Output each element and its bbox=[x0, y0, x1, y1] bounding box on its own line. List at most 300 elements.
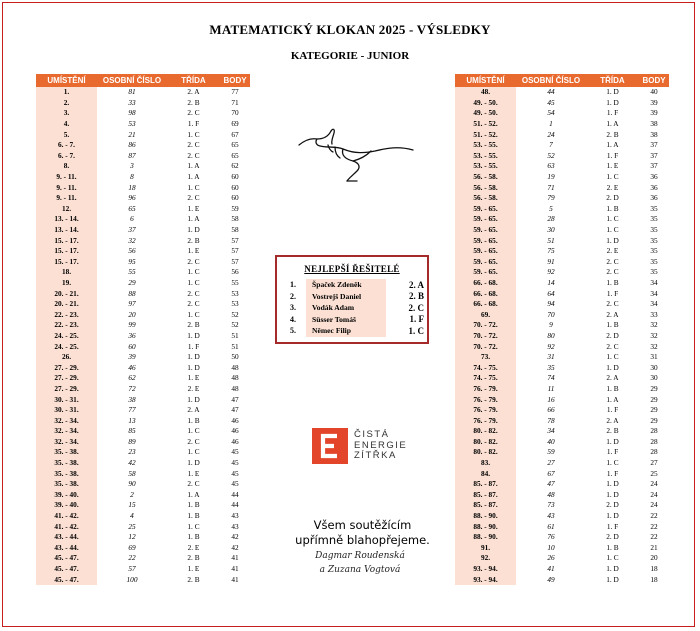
best-solver-class: 1. F bbox=[409, 314, 424, 325]
number-cell: 28 bbox=[547, 214, 555, 224]
table-row bbox=[36, 352, 250, 363]
number-cell: 9 bbox=[549, 320, 553, 330]
rank-cell: 56. - 58. bbox=[455, 172, 516, 183]
points-cell: 22 bbox=[650, 511, 658, 521]
class-cell: 1. E bbox=[187, 468, 200, 478]
points-cell: 45 bbox=[231, 447, 239, 457]
table-row bbox=[36, 204, 250, 215]
class-cell: 1. D bbox=[606, 235, 619, 245]
points-cell: 65 bbox=[231, 150, 239, 160]
number-cell: 71 bbox=[547, 182, 555, 192]
rank-cell: 30. - 31. bbox=[36, 405, 97, 416]
number-cell: 59 bbox=[547, 447, 555, 457]
table-row bbox=[36, 119, 250, 130]
class-cell: 2. A bbox=[606, 373, 619, 383]
number-cell: 23 bbox=[128, 447, 136, 457]
table-row bbox=[36, 479, 250, 490]
number-cell: 19 bbox=[547, 172, 555, 182]
points-cell: 22 bbox=[650, 532, 658, 542]
rank-cell: 49. - 50. bbox=[455, 108, 516, 119]
class-cell: 1. A bbox=[187, 214, 200, 224]
class-cell: 1. C bbox=[187, 447, 200, 457]
points-cell: 44 bbox=[231, 489, 239, 499]
rank-cell: 85. - 87. bbox=[455, 479, 516, 490]
table-row bbox=[455, 415, 669, 426]
points-cell: 18 bbox=[650, 574, 658, 584]
points-cell: 55 bbox=[231, 277, 239, 287]
number-cell: 3 bbox=[130, 161, 134, 171]
points-cell: 35 bbox=[650, 214, 658, 224]
points-cell: 39 bbox=[650, 108, 658, 118]
points-cell: 37 bbox=[650, 161, 658, 171]
number-cell: 40 bbox=[547, 436, 555, 446]
rank-cell: 49. - 50. bbox=[455, 98, 516, 109]
class-cell: 1. C bbox=[606, 553, 619, 563]
rank-cell: 32. - 34. bbox=[36, 415, 97, 426]
table-row bbox=[36, 331, 250, 342]
class-cell: 1. F bbox=[606, 447, 619, 457]
table-row bbox=[455, 98, 669, 109]
rank-cell: 12. bbox=[36, 204, 97, 215]
rank-cell: 9. - 11. bbox=[36, 182, 97, 193]
points-cell: 34 bbox=[650, 288, 658, 298]
rank-cell: 45. - 47. bbox=[36, 553, 97, 564]
table-row bbox=[455, 288, 669, 299]
best-solver-rank: 4. bbox=[290, 314, 296, 324]
points-cell: 32 bbox=[650, 341, 658, 351]
points-cell: 44 bbox=[231, 500, 239, 510]
table-row bbox=[455, 225, 669, 236]
table-row bbox=[455, 384, 669, 395]
class-cell: 1. C bbox=[187, 182, 200, 192]
number-cell: 94 bbox=[547, 299, 555, 309]
rank-cell: 76. - 79. bbox=[455, 415, 516, 426]
best-solver-class: 2. A bbox=[408, 279, 424, 290]
points-cell: 53 bbox=[231, 288, 239, 298]
thanks-line: Všem soutěžícím bbox=[313, 518, 412, 532]
class-cell: 2. C bbox=[606, 299, 619, 309]
points-cell: 36 bbox=[650, 182, 658, 192]
table-row bbox=[455, 257, 669, 268]
points-cell: 60 bbox=[231, 182, 239, 192]
rank-cell: 24. - 25. bbox=[36, 331, 97, 342]
col-header-class: TŘÍDA bbox=[586, 74, 639, 87]
rank-cell: 56. - 58. bbox=[455, 193, 516, 204]
points-cell: 32 bbox=[650, 330, 658, 340]
table-row bbox=[36, 246, 250, 257]
points-cell: 70 bbox=[231, 108, 239, 118]
number-cell: 29 bbox=[128, 277, 136, 287]
number-cell: 20 bbox=[128, 309, 136, 319]
class-cell: 1. C bbox=[187, 426, 200, 436]
number-cell: 52 bbox=[547, 150, 555, 160]
number-cell: 39 bbox=[128, 352, 136, 362]
class-cell: 1. B bbox=[606, 203, 619, 213]
logo-text bbox=[354, 430, 407, 462]
number-cell: 37 bbox=[128, 225, 136, 235]
number-cell: 56 bbox=[128, 246, 136, 256]
number-cell: 74 bbox=[547, 373, 555, 383]
points-cell: 39 bbox=[650, 97, 658, 107]
energy-logo-icon bbox=[312, 428, 348, 464]
number-cell: 33 bbox=[128, 97, 136, 107]
table-row bbox=[455, 246, 669, 257]
number-cell: 95 bbox=[128, 256, 136, 266]
table-row bbox=[455, 87, 669, 98]
rank-cell: 59. - 65. bbox=[455, 246, 516, 257]
points-cell: 27 bbox=[650, 458, 658, 468]
table-row bbox=[455, 341, 669, 352]
table-row bbox=[36, 140, 250, 151]
table-row bbox=[36, 490, 250, 501]
rank-cell: 88. - 90. bbox=[455, 521, 516, 532]
points-cell: 28 bbox=[650, 426, 658, 436]
class-cell: 2. D bbox=[606, 193, 619, 203]
table-row bbox=[36, 320, 250, 331]
table-row bbox=[455, 500, 669, 511]
table-row bbox=[455, 426, 669, 437]
number-cell: 98 bbox=[128, 108, 136, 118]
rank-cell: 41. - 42. bbox=[36, 511, 97, 522]
class-cell: 1. A bbox=[606, 394, 619, 404]
col-header-number: OSOBNÍ ČÍSLO bbox=[516, 74, 586, 87]
number-cell: 49 bbox=[547, 574, 555, 584]
rank-cell: 2. bbox=[36, 98, 97, 109]
best-solvers-box bbox=[275, 255, 429, 344]
table-row bbox=[36, 373, 250, 384]
number-cell: 14 bbox=[547, 277, 555, 287]
number-cell: 16 bbox=[547, 394, 555, 404]
points-cell: 30 bbox=[650, 373, 658, 383]
number-cell: 55 bbox=[128, 267, 136, 277]
points-cell: 47 bbox=[231, 405, 239, 415]
points-cell: 42 bbox=[231, 542, 239, 552]
table-row bbox=[455, 490, 669, 501]
number-cell: 38 bbox=[128, 394, 136, 404]
rank-cell: 85. - 87. bbox=[455, 500, 516, 511]
points-cell: 50 bbox=[231, 352, 239, 362]
rank-cell: 76. - 79. bbox=[455, 405, 516, 416]
points-cell: 45 bbox=[231, 458, 239, 468]
class-cell: 2. A bbox=[187, 87, 200, 97]
table-row bbox=[36, 458, 250, 469]
class-cell: 1. D bbox=[606, 511, 619, 521]
points-cell: 35 bbox=[650, 225, 658, 235]
rank-cell: 41. - 42. bbox=[36, 521, 97, 532]
rank-cell: 80. - 82. bbox=[455, 437, 516, 448]
number-cell: 43 bbox=[547, 511, 555, 521]
rank-cell: 45. - 47. bbox=[36, 564, 97, 575]
rank-cell: 6. - 7. bbox=[36, 151, 97, 162]
points-cell: 36 bbox=[650, 172, 658, 182]
class-cell: 1. C bbox=[187, 267, 200, 277]
rank-cell: 88. - 90. bbox=[455, 532, 516, 543]
table-row bbox=[455, 214, 669, 225]
points-cell: 69 bbox=[231, 119, 239, 129]
rank-cell: 53. - 55. bbox=[455, 161, 516, 172]
class-cell: 2. B bbox=[187, 320, 200, 330]
class-cell: 1. F bbox=[606, 150, 619, 160]
rank-cell: 39. - 40. bbox=[36, 490, 97, 501]
class-cell: 2. C bbox=[187, 108, 200, 118]
rank-cell: 15. - 17. bbox=[36, 235, 97, 246]
number-cell: 7 bbox=[549, 140, 553, 150]
rank-cell: 32. - 34. bbox=[36, 437, 97, 448]
rank-cell: 4. bbox=[36, 119, 97, 130]
points-cell: 29 bbox=[650, 394, 658, 404]
class-cell: 2. A bbox=[606, 309, 619, 319]
class-cell: 1. C bbox=[606, 172, 619, 182]
class-cell: 1. A bbox=[606, 119, 619, 129]
table-row bbox=[36, 225, 250, 236]
best-solver-class: 2. B bbox=[408, 291, 424, 302]
points-cell: 48 bbox=[231, 383, 239, 393]
col-header-rank: UMÍSTĚNÍ bbox=[36, 74, 97, 87]
class-cell: 1. D bbox=[187, 330, 200, 340]
table-row bbox=[455, 151, 669, 162]
number-cell: 81 bbox=[128, 87, 136, 97]
number-cell: 31 bbox=[547, 352, 555, 362]
table-row bbox=[36, 161, 250, 172]
table-row bbox=[36, 214, 250, 225]
number-cell: 72 bbox=[128, 383, 136, 393]
table-row bbox=[36, 341, 250, 352]
points-cell: 29 bbox=[650, 383, 658, 393]
points-cell: 71 bbox=[231, 97, 239, 107]
class-cell: 2. D bbox=[606, 500, 619, 510]
points-cell: 52 bbox=[231, 309, 239, 319]
points-cell: 32 bbox=[650, 320, 658, 330]
number-cell: 63 bbox=[547, 161, 555, 171]
class-cell: 1. F bbox=[606, 108, 619, 118]
points-cell: 51 bbox=[231, 330, 239, 340]
rank-cell: 32. - 34. bbox=[36, 426, 97, 437]
class-cell: 1. D bbox=[606, 87, 619, 97]
class-cell: 2. B bbox=[187, 235, 200, 245]
points-cell: 35 bbox=[650, 246, 658, 256]
table-row bbox=[455, 204, 669, 215]
number-cell: 97 bbox=[128, 299, 136, 309]
points-cell: 43 bbox=[231, 511, 239, 521]
rank-cell: 51. - 52. bbox=[455, 119, 516, 130]
class-cell: 1. A bbox=[606, 140, 619, 150]
class-cell: 2. C bbox=[187, 140, 200, 150]
points-cell: 30 bbox=[650, 362, 658, 372]
class-cell: 2. C bbox=[187, 288, 200, 298]
class-cell: 2. B bbox=[187, 553, 200, 563]
number-cell: 45 bbox=[547, 97, 555, 107]
table-row bbox=[455, 193, 669, 204]
number-cell: 99 bbox=[128, 320, 136, 330]
table-row bbox=[36, 362, 250, 373]
best-solver-name: Vodák Adam bbox=[306, 302, 386, 314]
points-cell: 59 bbox=[231, 203, 239, 213]
class-cell: 1. A bbox=[187, 161, 200, 171]
points-cell: 45 bbox=[231, 468, 239, 478]
number-cell: 61 bbox=[547, 521, 555, 531]
table-row bbox=[36, 437, 250, 448]
class-cell: 2. C bbox=[606, 267, 619, 277]
number-cell: 10 bbox=[547, 542, 555, 552]
points-cell: 28 bbox=[650, 436, 658, 446]
number-cell: 86 bbox=[128, 140, 136, 150]
table-row bbox=[455, 129, 669, 140]
table-row bbox=[455, 309, 669, 320]
points-cell: 41 bbox=[231, 564, 239, 574]
rank-cell: 53. - 55. bbox=[455, 151, 516, 162]
class-cell: 1. F bbox=[606, 468, 619, 478]
number-cell: 22 bbox=[128, 553, 136, 563]
number-cell: 30 bbox=[547, 225, 555, 235]
class-cell: 2. E bbox=[187, 383, 200, 393]
class-cell: 1. E bbox=[187, 246, 200, 256]
points-cell: 35 bbox=[650, 203, 658, 213]
rank-cell: 59. - 65. bbox=[455, 204, 516, 215]
class-cell: 1. B bbox=[187, 415, 200, 425]
number-cell: 54 bbox=[547, 108, 555, 118]
class-cell: 1. C bbox=[187, 521, 200, 531]
class-cell: 1. E bbox=[187, 203, 200, 213]
points-cell: 37 bbox=[650, 150, 658, 160]
class-cell: 1. D bbox=[606, 479, 619, 489]
table-row bbox=[455, 394, 669, 405]
best-solver-class: 2. C bbox=[408, 302, 424, 313]
rank-cell: 26. bbox=[36, 352, 97, 363]
number-cell: 78 bbox=[547, 415, 555, 425]
rank-cell: 66. - 68. bbox=[455, 278, 516, 289]
points-cell: 24 bbox=[650, 500, 658, 510]
class-cell: 2. E bbox=[606, 182, 619, 192]
signature-line: Dagmar Roudenská bbox=[315, 551, 405, 561]
class-cell: 2. C bbox=[187, 479, 200, 489]
class-cell: 2. C bbox=[187, 256, 200, 266]
points-cell: 38 bbox=[650, 129, 658, 139]
points-cell: 46 bbox=[231, 426, 239, 436]
class-cell: 2. A bbox=[606, 415, 619, 425]
col-header-class: TŘÍDA bbox=[167, 74, 220, 87]
points-cell: 36 bbox=[650, 193, 658, 203]
class-cell: 1. C bbox=[187, 129, 200, 139]
number-cell: 4 bbox=[130, 511, 134, 521]
rank-cell: 88. - 90. bbox=[455, 511, 516, 522]
class-cell: 1. D bbox=[606, 97, 619, 107]
rank-cell: 70. - 72. bbox=[455, 320, 516, 331]
number-cell: 67 bbox=[547, 468, 555, 478]
number-cell: 41 bbox=[547, 564, 555, 574]
signature-line: a Zuzana Vogtová bbox=[319, 565, 401, 575]
rank-cell: 74. - 75. bbox=[455, 373, 516, 384]
class-cell: 2. C bbox=[187, 299, 200, 309]
class-cell: 1. B bbox=[606, 277, 619, 287]
number-cell: 91 bbox=[547, 256, 555, 266]
points-cell: 20 bbox=[650, 553, 658, 563]
rank-cell: 80. - 82. bbox=[455, 426, 516, 437]
number-cell: 73 bbox=[547, 500, 555, 510]
number-cell: 51 bbox=[547, 235, 555, 245]
logo-line: ZÍTŘKA bbox=[354, 450, 397, 461]
class-cell: 1. D bbox=[187, 394, 200, 404]
class-cell: 2. B bbox=[187, 97, 200, 107]
col-header-rank: UMÍSTĚNÍ bbox=[455, 74, 516, 87]
class-cell: 1. D bbox=[606, 574, 619, 584]
points-cell: 41 bbox=[231, 574, 239, 584]
col-header-points: BODY bbox=[220, 74, 250, 87]
rank-cell: 6. - 7. bbox=[36, 140, 97, 151]
rank-cell: 30. - 31. bbox=[36, 394, 97, 405]
number-cell: 47 bbox=[547, 479, 555, 489]
table-row bbox=[36, 87, 250, 98]
rank-cell: 1. bbox=[36, 87, 97, 98]
class-cell: 2. E bbox=[187, 542, 200, 552]
rank-cell: 59. - 65. bbox=[455, 235, 516, 246]
table-row bbox=[36, 384, 250, 395]
rank-cell: 35. - 38. bbox=[36, 468, 97, 479]
points-cell: 25 bbox=[650, 468, 658, 478]
rank-cell: 18. bbox=[36, 267, 97, 278]
table-row bbox=[36, 468, 250, 479]
table-row bbox=[36, 288, 250, 299]
rank-cell: 59. - 65. bbox=[455, 267, 516, 278]
rank-cell: 43. - 44. bbox=[36, 543, 97, 554]
table-row bbox=[36, 394, 250, 405]
points-cell: 18 bbox=[650, 564, 658, 574]
rank-cell: 15. - 17. bbox=[36, 246, 97, 257]
rank-cell: 27. - 29. bbox=[36, 373, 97, 384]
class-cell: 2. B bbox=[606, 426, 619, 436]
table-row bbox=[455, 299, 669, 310]
rank-cell: 93. - 94. bbox=[455, 564, 516, 575]
number-cell: 89 bbox=[128, 436, 136, 446]
points-cell: 24 bbox=[650, 479, 658, 489]
points-cell: 35 bbox=[650, 256, 658, 266]
number-cell: 35 bbox=[547, 362, 555, 372]
number-cell: 36 bbox=[128, 330, 136, 340]
best-solver-row bbox=[284, 314, 424, 326]
table-row bbox=[36, 309, 250, 320]
rank-cell: 48. bbox=[455, 87, 516, 98]
rank-cell: 74. - 75. bbox=[455, 362, 516, 373]
rank-cell: 59. - 65. bbox=[455, 225, 516, 236]
best-solver-row bbox=[284, 302, 424, 314]
rank-cell: 9. - 11. bbox=[36, 193, 97, 204]
best-solver-class: 1. C bbox=[408, 325, 424, 336]
points-cell: 48 bbox=[231, 373, 239, 383]
table-row bbox=[36, 98, 250, 109]
table-row bbox=[455, 352, 669, 363]
number-cell: 8 bbox=[130, 172, 134, 182]
table-row bbox=[36, 447, 250, 458]
points-cell: 67 bbox=[231, 129, 239, 139]
rank-cell: 20. - 21. bbox=[36, 288, 97, 299]
points-cell: 57 bbox=[231, 246, 239, 256]
number-cell: 53 bbox=[128, 119, 136, 129]
class-cell: 1. C bbox=[187, 277, 200, 287]
rank-cell: 24. - 25. bbox=[36, 341, 97, 352]
points-cell: 58 bbox=[231, 214, 239, 224]
rank-cell: 8. bbox=[36, 161, 97, 172]
points-cell: 77 bbox=[231, 87, 239, 97]
number-cell: 79 bbox=[547, 193, 555, 203]
class-cell: 1. D bbox=[606, 436, 619, 446]
number-cell: 100 bbox=[126, 574, 138, 584]
class-cell: 1. B bbox=[187, 532, 200, 542]
number-cell: 13 bbox=[128, 415, 136, 425]
class-cell: 1. B bbox=[606, 542, 619, 552]
number-cell: 69 bbox=[128, 542, 136, 552]
class-cell: 1. B bbox=[187, 500, 200, 510]
points-cell: 62 bbox=[231, 161, 239, 171]
points-cell: 56 bbox=[231, 267, 239, 277]
